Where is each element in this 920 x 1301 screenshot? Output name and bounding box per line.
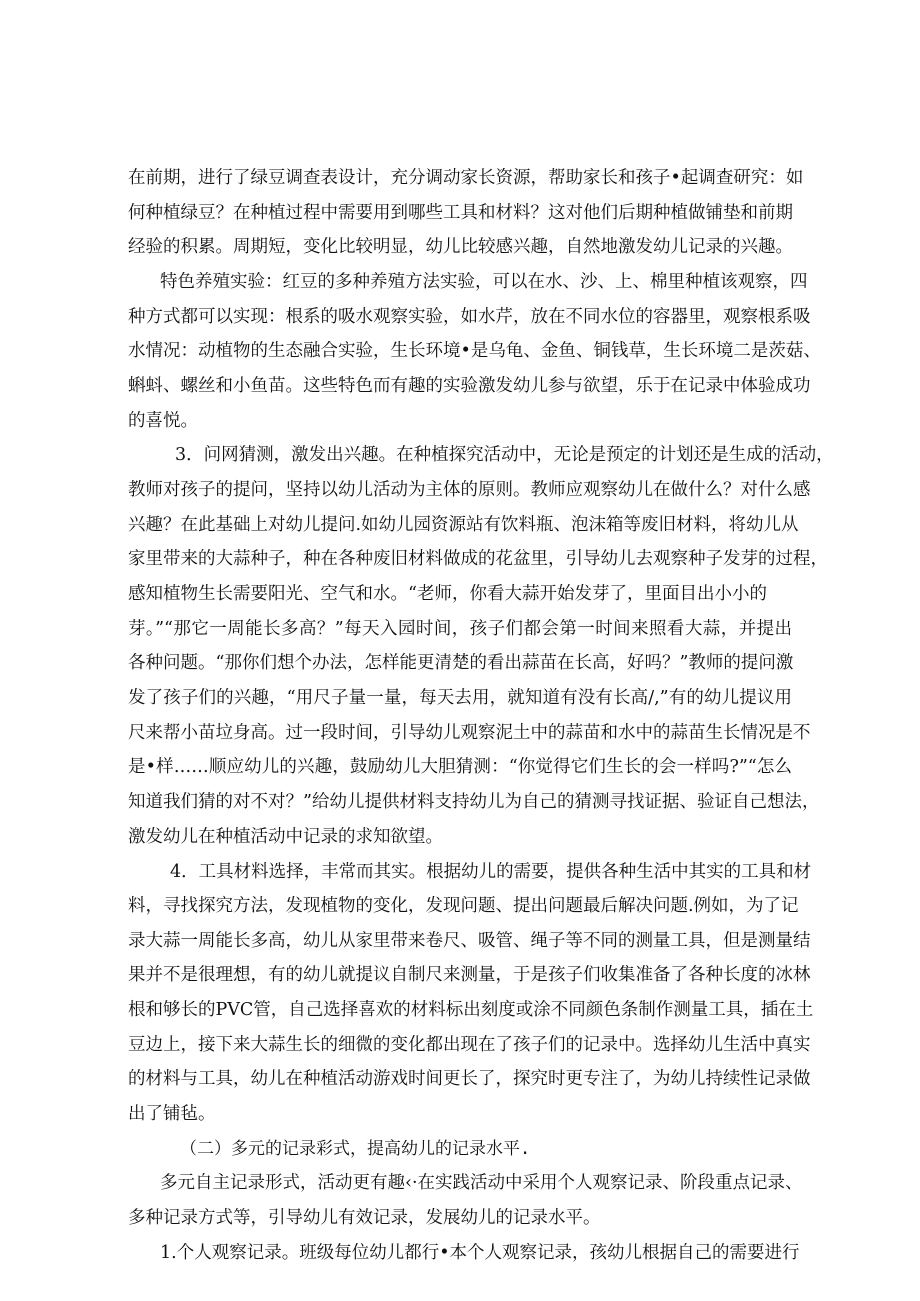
text-line: 感知植物生长需要阳光、空气和水。“老师，你看大蒜开始发芽了，里面目出小小的 [128, 584, 767, 604]
text-line: 豆边上，接下来大蒜生长的细微的变化都出现在了孩子们的记录中。选择幼儿生活中真实 [128, 1035, 811, 1055]
text-line: 是•样……顺应幼儿的兴趣，鼓励幼儿大胆猜测：“你觉得它们生长的会一样吗?”“怎么 [128, 757, 792, 777]
text-line: 果并不是很理想，有的幼儿就提议自制尺来测量，于是孩子们收集准备了各种长度的冰林 [128, 965, 811, 985]
text-line: 知道我们猜的对不对？”给幼儿提供材料支持幼儿为自己的猜测寻找证据、验证自己想法， [128, 792, 820, 812]
text-line: 根和够长的PVC管，自己选择喜欢的材料标出刻度或涂不同颜色条制作测量工具，插在土 [128, 1000, 814, 1020]
text-line: 何种植绿豆？在种植过程中需要用到哪些工具和材料？这对他们后期种植做铺垫和前期 [128, 203, 793, 223]
text-line: 各种问题。“那你们想个办法，怎样能更清楚的看出蒜苗在长高，好吗？”教师的提问激 [128, 653, 794, 673]
text-line: 尺来帮小苗垃身高。过一段时间，引导幼儿观察泥土中的蒜苗和水中的蒜苗生长情况是不 [128, 723, 811, 743]
text-line: 芽。”“那它一周能长多高？”每天入园时间，孩子们都会第一时间来照看大蒜，并提出 [128, 619, 792, 639]
text-line: 多种记录方式等，引导幼儿有效记录，发展幼儿的记录水平。 [128, 1208, 601, 1228]
text-line: 的材料与工具，幼儿在种植活动游戏时间更长了，探究时更专注了，为幼儿持续性记录做 [128, 1069, 811, 1089]
text-line: 种方式都可以实现：根系的吸水观察实验，如水芹，放在不同水位的容器里，观察根系吸 [128, 307, 811, 327]
text-line: 出了铺毡。 [128, 1104, 216, 1124]
text-line: 料，寻找探究方法，发现植物的变化，发现问题、提出问题最后解决问题.例如，为了记 [128, 896, 799, 916]
text-line: 家里带来的大蒜种子，种在各种废旧材料做成的花盆里，引导幼儿去观察种子发芽的过程， [128, 549, 828, 569]
text-line: 1.个人观察记录。班级每位幼儿都行•本个人观察记录，孩幼儿根据自己的需要进行 [160, 1243, 800, 1263]
text-line: 的喜悦。 [128, 411, 198, 431]
text-line: 在前期，进行了绿豆调查表设计，充分调动家长资源，帮助家长和孩子•起调查研究：如 [128, 168, 804, 188]
text-line: 教师对孩子的提问，坚持以幼儿活动为主体的原则。教师应观察幼儿在做什么？对什么感 [128, 480, 811, 500]
text-line: 激发幼儿在种植活动中记录的求知欲望。 [128, 827, 443, 847]
text-line: 蝌蚪、螺丝和小鱼苗。这些特色而有趣的实验激发幼儿参与欲望，乐于在记录中体验成功 [128, 376, 811, 396]
text-line: 水情况：动植物的生态融合实验，生长环境•是乌龟、金鱼、铜钱草，生长环境二是茨菇、 [128, 341, 821, 361]
text-line: 多元自主记录形式，活动更有趣‹·在实践活动中采用个人观察记录、阶段重点记录、 [160, 1173, 803, 1193]
text-line: 发了孩子们的兴趣，“用尺子量一量，每天去用，就知道有没有长高/,”有的幼儿提议用 [128, 688, 792, 708]
text-line: 经验的积累。周期短，变化比较明显，幼儿比较感兴趣，自然地激发幼儿记录的兴趣。 [128, 237, 793, 257]
text-line: 录大蒜一周能长多高，幼儿从家里带来卷尺、吸管、绳子等不同的测量工具，但是测量结 [128, 931, 811, 951]
text-line: 3．问网猜测，激发出兴趣。在种植探究活动中，无论是预定的计划还是生成的活动， [175, 445, 834, 465]
text-line: 兴趣？在此基础上对幼儿提问.如幼儿园资源站有饮料瓶、泡沫箱等废旧材料，将幼儿从 [128, 515, 799, 535]
text-line: 4．工具材料选择，丰常而其实。根据幼儿的需要，提供各种生活中其实的工具和材 [170, 862, 812, 882]
text-line: 特色养殖实验：红豆的多种养殖方法实验，可以在水、沙、上、棉里种植该观察，四 [160, 272, 808, 292]
section-heading: （二）多元的记录彩式，提高幼儿的记录水平. [180, 1139, 531, 1159]
